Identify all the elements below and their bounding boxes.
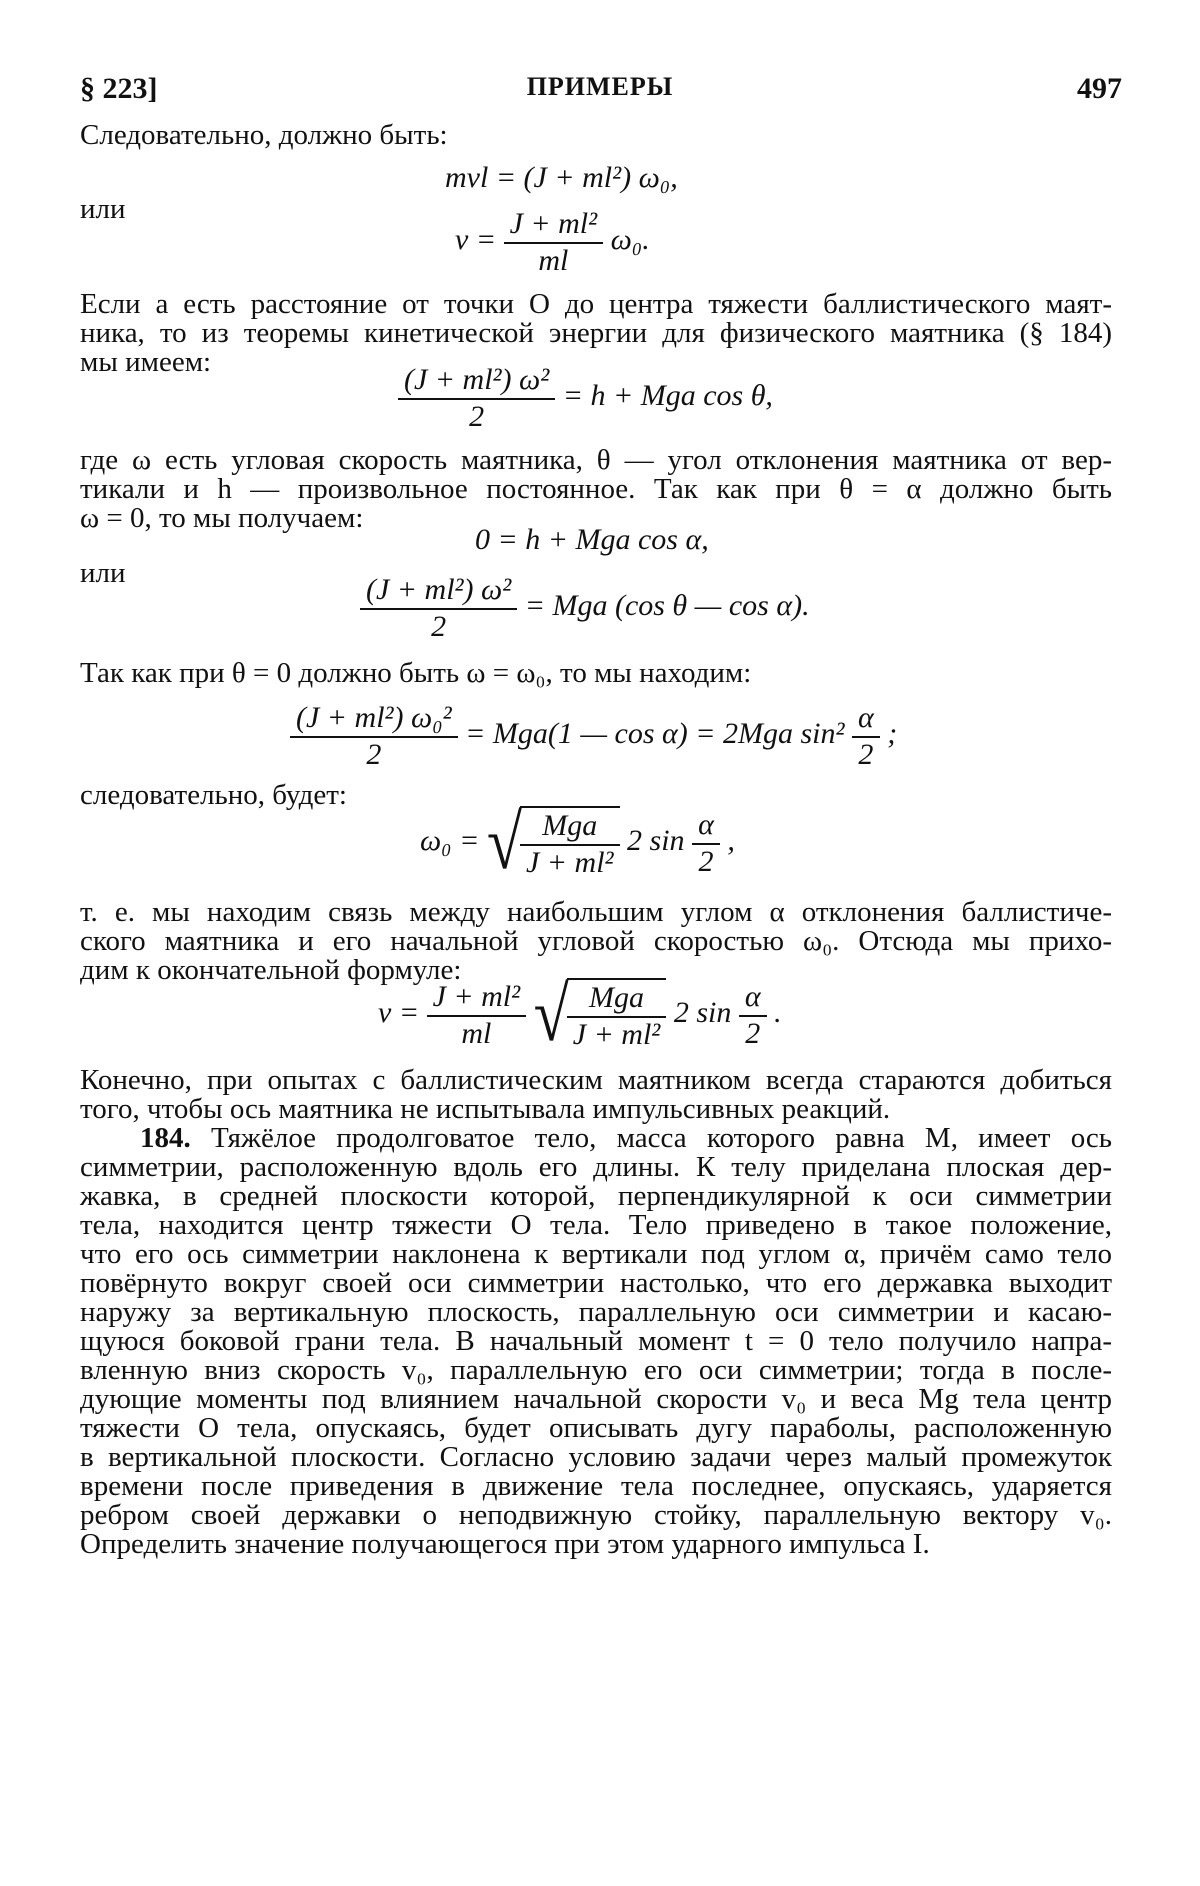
eq3-numerator: (J + ml²) ω² bbox=[398, 362, 555, 400]
eq8-angle-fraction bbox=[739, 979, 767, 1051]
text-line: Тяжёлое продолговатое тело, масса которого равна M, имеет ось bbox=[210, 1122, 1113, 1154]
equation-2 bbox=[455, 206, 650, 278]
equation-3 bbox=[398, 362, 773, 434]
eq3-denominator: 2 bbox=[469, 400, 485, 433]
text-line: дим к окончательной формуле: bbox=[80, 954, 462, 986]
text-line: тикали и h — произвольное постоянное. Так как при θ = α должно быть bbox=[80, 473, 1112, 505]
text-line: жавка, в средней плоскости которой, перпендикулярной к оси симметрии bbox=[80, 1180, 1112, 1212]
text-line: в вертикальной плоскости. Согласно условию задачи через малый промежуток bbox=[80, 1441, 1112, 1473]
eq7-angle-numerator: α bbox=[692, 807, 720, 845]
eq5-rhs: = Mga (cos θ — cos α). bbox=[524, 588, 810, 622]
text-line: что его ось симметрии наклонена к вертикали под углом α, причём само тело bbox=[80, 1238, 1112, 1270]
paragraph-7 bbox=[80, 1066, 1112, 1124]
eq8-numerator: J + ml² bbox=[427, 979, 527, 1017]
equation-6 bbox=[290, 700, 897, 772]
eq6-middle: = Mga(1 — cos α) = 2Mga sin² bbox=[465, 716, 845, 750]
eq2-tail: ω₀. bbox=[610, 222, 650, 256]
equation-1: mvl = (J + ml²) ω₀, bbox=[445, 161, 678, 194]
eq5-denominator: 2 bbox=[431, 610, 447, 643]
text-line: Конечно, при опытах с баллистическим маятником всегда стараются добиться bbox=[80, 1064, 1112, 1096]
equation-7 bbox=[420, 799, 735, 885]
eq5-fraction bbox=[360, 572, 517, 644]
eq6-numerator: (J + ml²) ω₀² bbox=[290, 700, 458, 738]
eq7-sqrt bbox=[486, 799, 620, 885]
eq2-fraction bbox=[504, 206, 604, 278]
equation-8 bbox=[378, 971, 782, 1057]
eq7-angle-fraction bbox=[692, 807, 720, 879]
paragraph-4: Так как при θ = 0 должно быть ω = ω₀, то мы находим: bbox=[80, 657, 752, 689]
problem-first-line bbox=[80, 1124, 1112, 1153]
eq8-radicand-denominator: J + ml² bbox=[572, 1018, 661, 1051]
text-line: дующие моменты под влиянием начальной скорости v₀ и веса Mg тела центр bbox=[80, 1383, 1112, 1415]
text-line: щуюся боковой грани тела. В начальный момент t = 0 тело получило напра- bbox=[80, 1325, 1112, 1357]
eq2-lhs: v = bbox=[455, 222, 497, 256]
page-number: 497 bbox=[1077, 72, 1122, 105]
eq3-rhs: = h + Mga cos θ, bbox=[562, 378, 773, 412]
text-line: ского маятника и его начальной угловой скоростью ω₀. Отсюда мы прихо- bbox=[80, 925, 1112, 957]
text-line: того, чтобы ось маятника не испытывала импульсивных реакций. bbox=[80, 1093, 891, 1125]
text-line: тяжести O тела, опускаясь, будет описывать дугу параболы, расположенную bbox=[80, 1412, 1112, 1444]
paragraph-3 bbox=[80, 446, 1112, 533]
eq5-numerator: (J + ml²) ω² bbox=[360, 572, 517, 610]
eq7-radicand-numerator: Mga bbox=[520, 808, 620, 846]
eq2-numerator: J + ml² bbox=[504, 206, 604, 244]
eq8-angle-numerator: α bbox=[739, 979, 767, 1017]
text-line: времени после приведения в движение тела последнее, опускаясь, ударяется bbox=[80, 1470, 1112, 1502]
eq6-angle-denominator: 2 bbox=[858, 738, 874, 771]
eq8-tail: . bbox=[774, 995, 782, 1029]
eq2-denominator: ml bbox=[538, 244, 569, 277]
eq6-fraction bbox=[290, 700, 458, 772]
text-line: Если a есть расстояние от точки O до центра тяжести баллистического маят- bbox=[80, 288, 1112, 320]
text-line: мы имеем: bbox=[80, 346, 212, 378]
eq7-angle-denominator: 2 bbox=[698, 845, 714, 878]
eq3-fraction bbox=[398, 362, 555, 434]
paragraph-5: следовательно, будет: bbox=[80, 779, 347, 811]
eq8-fraction bbox=[427, 979, 527, 1051]
problem-184 bbox=[80, 1124, 1112, 1559]
paragraph-6 bbox=[80, 898, 1112, 985]
paragraph-1: Следовательно, должно быть: bbox=[80, 119, 448, 151]
text-line: наружу за вертикальную плоскость, параллельную оси симметрии и касаю- bbox=[80, 1296, 1112, 1328]
eq8-angle-denominator: 2 bbox=[745, 1017, 761, 1050]
eq7-middle: 2 sin bbox=[627, 823, 685, 857]
equation-5 bbox=[360, 572, 810, 644]
section-number: § 223] bbox=[80, 72, 158, 105]
text-line: ω = 0, то мы получаем: bbox=[80, 502, 364, 534]
eq7-radicand-fraction bbox=[520, 808, 620, 880]
eq6-angle-numerator: α bbox=[852, 700, 880, 738]
eq8-lhs: v = bbox=[378, 995, 420, 1029]
radical-sign: √ bbox=[486, 799, 522, 885]
text-line: Определить значение получающегося при этом ударного импульса I. bbox=[80, 1528, 930, 1560]
eq6-denominator: 2 bbox=[366, 738, 382, 771]
text-line: где ω есть угловая скорость маятника, θ — угол отклонения маятника от вер- bbox=[80, 444, 1112, 476]
eq7-radicand bbox=[520, 806, 620, 880]
eq8-denominator: ml bbox=[461, 1017, 492, 1050]
eq6-angle-fraction bbox=[852, 700, 880, 772]
equation-4: 0 = h + Mga cos α, bbox=[475, 523, 709, 556]
eq7-lhs: ω₀ = bbox=[420, 823, 480, 857]
eq8-radicand-numerator: Mga bbox=[567, 980, 667, 1018]
eq7-tail: , bbox=[727, 823, 735, 857]
eq8-radicand bbox=[567, 978, 667, 1052]
eq8-radicand-fraction bbox=[567, 980, 667, 1052]
eq8-sqrt bbox=[533, 971, 667, 1057]
eq8-middle: 2 sin bbox=[673, 995, 732, 1029]
text-line: т. е. мы находим связь между наибольшим углом α отклонения баллистиче- bbox=[80, 896, 1112, 928]
text-line: тела, находится центр тяжести O тела. Тело приведено в такое положение, bbox=[80, 1209, 1112, 1241]
text-line: ника, то из теоремы кинетической энергии для физического маятника (§ 184) bbox=[80, 317, 1112, 349]
radical-sign: √ bbox=[533, 971, 569, 1057]
problem-number: 184. bbox=[140, 1122, 191, 1154]
text-line: повёрнуто вокруг своей оси симметрии настолько, что его державка выходит bbox=[80, 1267, 1112, 1299]
text-line: симметрии, расположенную вдоль его длины. К телу приделана плоская дер- bbox=[80, 1151, 1112, 1183]
text-line: вленную вниз скорость v₀, параллельную его оси симметрии; тогда в после- bbox=[80, 1354, 1112, 1386]
eq6-tail: ; bbox=[887, 716, 898, 750]
or-label-1: или bbox=[80, 193, 126, 225]
text-line: ребром своей державки о неподвижную стойку, параллельную вектору v₀. bbox=[80, 1499, 1112, 1531]
or-label-2: или bbox=[80, 557, 126, 589]
running-title: ПРИМЕРЫ bbox=[526, 72, 674, 101]
eq7-radicand-denominator: J + ml² bbox=[525, 846, 614, 879]
